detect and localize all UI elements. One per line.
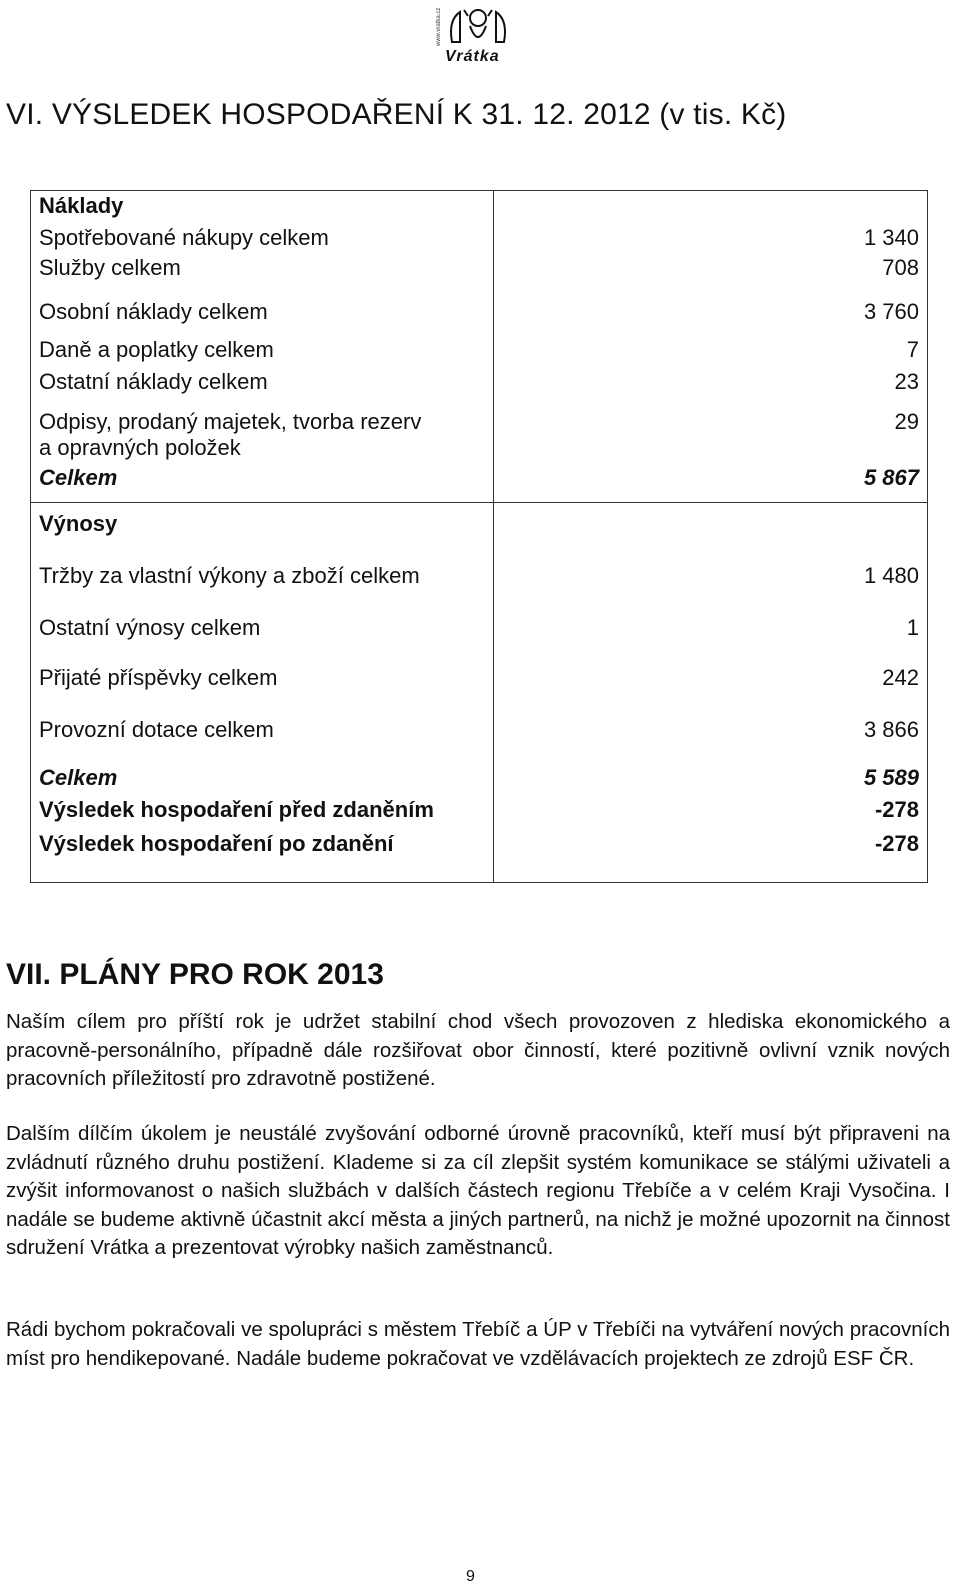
row-label: Služby celkem xyxy=(31,255,494,295)
result-before-tax-value: -278 xyxy=(494,797,928,831)
row-value: 23 xyxy=(494,369,928,409)
page-number: 9 xyxy=(466,1568,475,1585)
row-value: 29 xyxy=(494,409,928,465)
costs-header-row xyxy=(31,191,928,225)
paragraph: Naším cílem pro příští rok je udržet stabilní chod všech provozoven z hlediska ekonomického a pracovně-personálního, případně dále rozšiřovat obor činností, které pozitivně ovlivní vznik nových pracovních příležitostí pro zdravotně postižené. xyxy=(6,1010,950,1090)
row-value: 1 480 xyxy=(494,555,928,607)
revenue-header: Výnosy xyxy=(31,503,494,555)
result-after-tax-row xyxy=(31,831,928,883)
result-before-tax-row xyxy=(31,797,928,831)
row-label: Přijaté příspěvky celkem xyxy=(31,657,494,709)
logo-side-text: www.vratka.cz xyxy=(436,7,442,46)
table-row xyxy=(31,657,928,709)
table-row xyxy=(31,255,928,295)
table-row xyxy=(31,369,928,409)
table-row xyxy=(31,607,928,657)
row-label: Spotřebované nákupy celkem xyxy=(31,225,494,255)
row-label: Provozní dotace celkem xyxy=(31,709,494,759)
table-row xyxy=(31,709,928,759)
table-row xyxy=(31,555,928,607)
section-6-title: VI. VÝSLEDEK HOSPODAŘENÍ K 31. 12. 2012 (v tis. Kč) xyxy=(6,98,787,131)
table-row xyxy=(31,295,928,337)
table-row xyxy=(31,225,928,255)
row-value: 3 760 xyxy=(494,295,928,337)
row-label-multiline xyxy=(31,409,494,465)
revenue-total-row xyxy=(31,759,928,797)
result-before-tax-label: Výsledek hospodaření před zdaněním xyxy=(31,797,494,831)
row-value: 3 866 xyxy=(494,709,928,759)
row-value: 1 340 xyxy=(494,225,928,255)
row-label: Ostatní náklady celkem xyxy=(31,369,494,409)
revenue-header-row xyxy=(31,503,928,555)
paragraph: Rádi bychom pokračovali ve spolupráci s městem Třebíč a ÚP v Třebíči na vytváření nových pracovních míst pro hendikepované. Nadále budeme pokračovat ve vzdělávacích projektech ze zdrojů ESF ČR. xyxy=(6,1318,950,1370)
row-value: 708 xyxy=(494,255,928,295)
row-value: 242 xyxy=(494,657,928,709)
costs-total-row xyxy=(31,465,928,503)
table-row xyxy=(31,409,928,465)
result-after-tax-value: -278 xyxy=(494,831,928,883)
financial-results-table xyxy=(30,190,928,883)
paragraph: Dalším dílčím úkolem je neustálé zvyšování odborné úrovně pracovníků, kteří musí být připraveni na zvládnutí různého druhu postižení. Klademe si za cíl zlepšit systém komunikace se stálými uživateli a zvýšit informovanost o našich službách v dalších částech regionu Třebíče a v celém Kraji Vysočina. I nadále se budeme aktivně účastnit akcí města a jiných partnerů, na nichž je možné upozornit na činnost sdružení Vrátka a prezentovat výrobky našich zaměstnanců. xyxy=(6,1122,950,1259)
logo-text: Vrátka xyxy=(445,48,500,65)
row-value: 7 xyxy=(494,337,928,369)
revenue-total-value: 5 589 xyxy=(494,759,928,797)
row-label: Ostatní výnosy celkem xyxy=(31,607,494,657)
costs-total-label: Celkem xyxy=(31,465,494,503)
logo-figure-icon xyxy=(451,10,505,42)
row-label-line-1: Odpisy, prodaný majetek, tvorba rezerv xyxy=(39,408,422,434)
row-label: Osobní náklady celkem xyxy=(31,295,494,337)
row-label: Tržby za vlastní výkony a zboží celkem xyxy=(31,555,494,607)
row-label-line-2: a opravných položek xyxy=(39,434,241,460)
revenue-total-label: Celkem xyxy=(31,759,494,797)
row-value: 1 xyxy=(494,607,928,657)
row-label: Daně a poplatky celkem xyxy=(31,337,494,369)
costs-total-value: 5 867 xyxy=(494,465,928,503)
section-7-title: VII. PLÁNY PRO ROK 2013 xyxy=(6,958,384,991)
result-after-tax-label: Výsledek hospodaření po zdanění xyxy=(31,831,494,883)
table-row xyxy=(31,337,928,369)
costs-header: Náklady xyxy=(31,191,494,225)
